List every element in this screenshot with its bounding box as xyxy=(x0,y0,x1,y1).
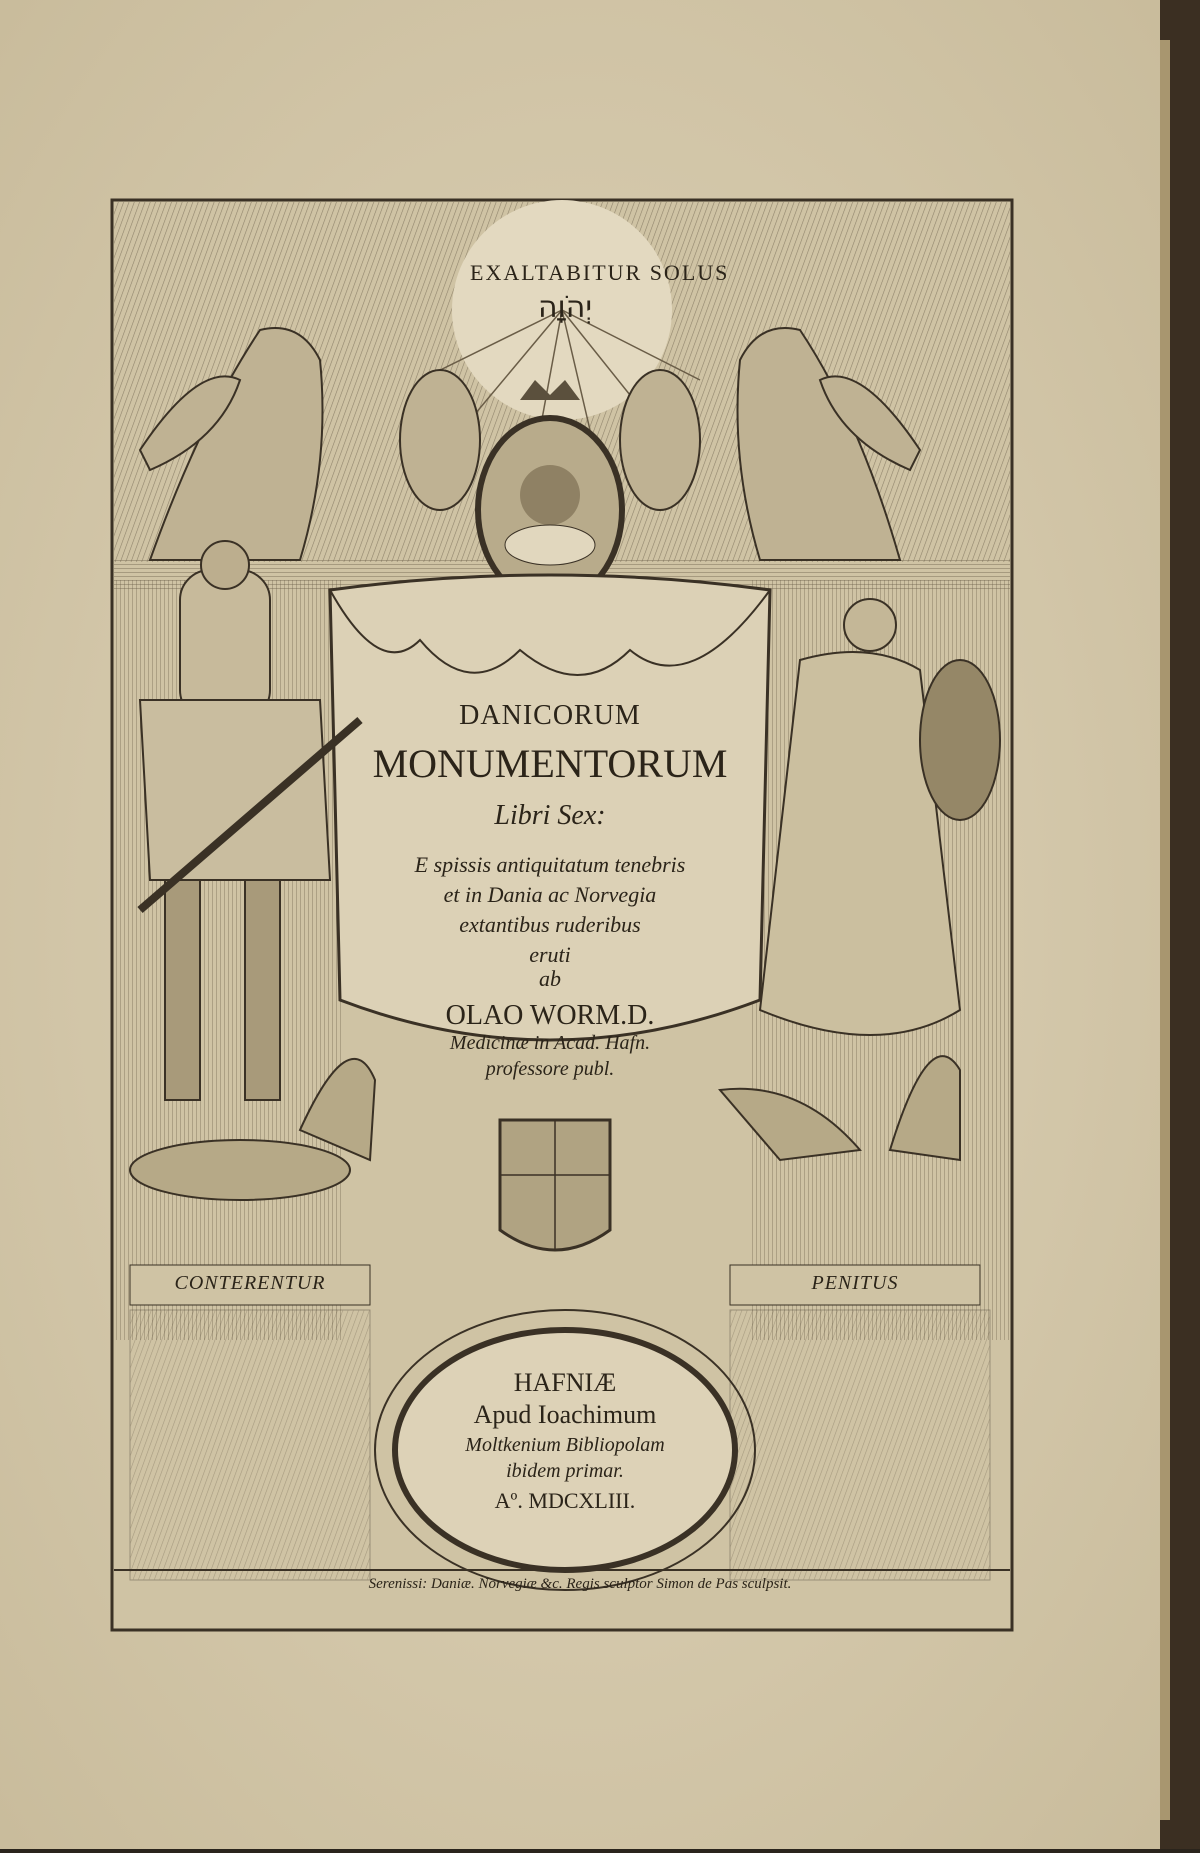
imprint-line-4: ibidem primar. xyxy=(506,1460,624,1482)
left-plinth-text: CONTERENTUR xyxy=(174,1272,326,1294)
imprint-line-3: Moltkenium Bibliopolam xyxy=(465,1434,665,1456)
title-line-7: eruti xyxy=(529,942,571,967)
author-line-2: professore publ. xyxy=(485,1058,615,1080)
right-cherub xyxy=(620,370,700,510)
engraver-credit: Serenissi: Daniæ. Norvegiæ &c. Regis sculptor Simon de Pas sculpsit. xyxy=(368,1576,792,1592)
portrait-ruff xyxy=(505,525,595,565)
imprint-line-5: Aº. MDCXLIII. xyxy=(494,1488,636,1513)
title-line-3: Libri Sex: xyxy=(494,800,606,831)
author-name: OLAO WORM.D. xyxy=(445,1000,655,1031)
right-plinth-text: PENITUS xyxy=(811,1272,899,1294)
imprint-line-1: HAFNIÆ xyxy=(513,1368,617,1397)
right-lower-panel xyxy=(730,1310,990,1580)
portrait-head xyxy=(520,465,580,525)
title-line-6: extantibus ruderibus xyxy=(459,912,641,937)
title-line-4: E spissis antiquitatum tenebris xyxy=(414,852,686,877)
imprint-line-2: Apud Ioachimum xyxy=(473,1400,657,1429)
left-lower-panel xyxy=(130,1310,370,1580)
hebrew-name: יְהֹוָה xyxy=(537,290,593,325)
author-line-1: Medicinæ in Acad. Hafn. xyxy=(449,1032,651,1054)
left-cherub xyxy=(400,370,480,510)
title-line-1: DANICORUM xyxy=(459,700,641,731)
title-line-8: ab xyxy=(539,966,561,991)
title-line-5: et in Dania ac Norvegia xyxy=(443,882,657,907)
title-line-2: MONUMENTORUM xyxy=(372,741,728,786)
sun-motto: EXALTABITUR SOLUS xyxy=(470,260,730,285)
